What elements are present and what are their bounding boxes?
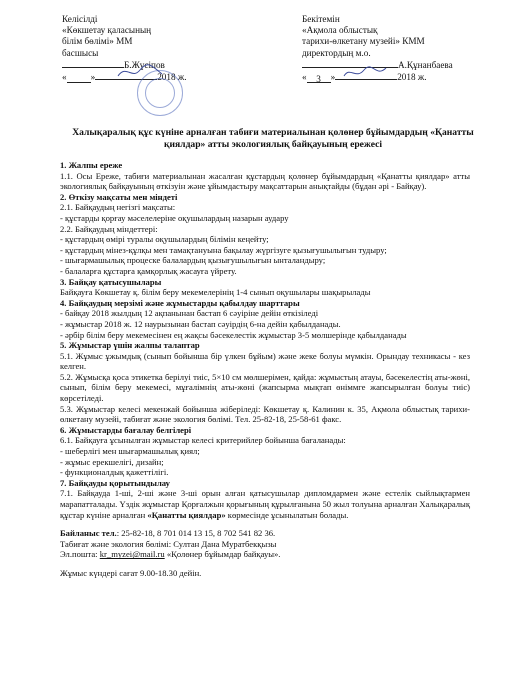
- approval-right: [302, 14, 507, 83]
- contact-phones: [60, 528, 470, 539]
- list-item: - жұмыстар 2018 ж. 12 наурызынан бастап сәуірдің 6-на дейін қабылданады.: [60, 318, 341, 329]
- section-heading: 5. Жұмыстар үшін жалпы талаптар: [60, 340, 200, 351]
- approval-right-org-1: «Ақмола облыстық: [302, 25, 378, 36]
- contact-label: Байланыс тел.: [60, 528, 117, 539]
- approval-right-signer: А.Құнанбаева: [398, 59, 453, 70]
- contact-value: : 25-82-18, 8 701 014 13 15, 8 702 541 82 36.: [116, 528, 276, 539]
- spacer: [60, 560, 470, 568]
- document-sections: [60, 160, 470, 488]
- list-item: Байқауға Көкшетау қ. білім беру мекемелерінің 1-4 сынып оқушылары шақырылады: [60, 287, 371, 298]
- document-title: Халықаралық құс күніне арналған табиғи материалынан қолөнер бұйымдардың «Қанатты қиялдар» атты экологиялық байқауының ережесі: [72, 127, 474, 150]
- email-prefix: Эл.пошта:: [60, 549, 100, 560]
- section-heading: 1. Жалпы ереже: [60, 160, 123, 170]
- approval-left-role: басшысы: [62, 47, 99, 58]
- section-heading: 4. Байқаудың мерзімі және жұмыстарды қабылдау шарттары: [60, 297, 300, 308]
- section-heading: 2. Өткізу мақсаты мен міндеті: [60, 191, 178, 202]
- section-heading: 6. Жұмыстарды бағалау белгілері: [60, 424, 192, 435]
- email-link[interactable]: kr_myzei@mail.ru: [99, 549, 165, 560]
- approval-right-signature-line: [302, 59, 507, 71]
- paragraph: 5.3. Жұмыстар келесі мекенжай бойынша жіберіледі: Көкшетау қ. Калинин к. 35, Ақмола облыстық тарихи-өлкетану музейі, табиғат және экология бөлімі. Тел. 25-82-18, 25-58-61 факс.: [60, 403, 470, 425]
- list-item: - құстардың мінез-құлқы мен тамақтануына бақылау жүргізуге қызығушылығын тудыру;: [60, 244, 387, 255]
- approval-right-org-2: тарихи-өлкетану музейі» КММ: [302, 36, 425, 47]
- approval-right-heading: Бекітемін: [302, 14, 340, 24]
- list-item: - шеберлігі мен шығармашылық қиял;: [60, 446, 200, 457]
- document-body: [60, 160, 470, 579]
- signature-scribble-right-icon: [342, 64, 388, 82]
- paragraph-7-1-part-a: 7.1. Байқауда 1-ші, 2-ші және 3-ші орын алған қатысушылар дипломдармен және естелік сыйлықтармен марапатталады. Үздік жұмыстар Қорғалжын қорығының құрылғанына 50 жыл толуына арналған Халықаралық құстар күніне арналған: [60, 488, 470, 520]
- list-item: - құстарды қорғау мәселелеріне оқушылардың назарын аудару: [60, 212, 289, 223]
- list-item: - байқау 2018 жылдың 12 ақпанынан бастап 6 сәуіріне дейін өткізіледі: [60, 308, 319, 319]
- signature-blank: [62, 59, 124, 68]
- approval-right-role: директордың м.о.: [302, 47, 371, 58]
- list-item: - құстардың өмірі туралы оқушылардың білімін кеңейту;: [60, 234, 269, 245]
- approval-left-date: « » 2018 ж.: [62, 72, 187, 83]
- paragraph: 5.2. Жұмысқа қоса этикетка берілуі тиіс, 5×10 см мөлшерімен, қайда: жұмыстың атауы, бәсекелестің аты-жөні, сынып, білім беру мекемесі, мұғалімнің аты-жөні (жапсырма мықтап өніммге жапсырылған болуы тиіс) көрсетіледі.: [60, 371, 470, 404]
- section-heading: 7. Байқауды қорытындылау: [60, 477, 170, 488]
- approval-right-date: « 3 » 2018 ж.: [302, 72, 427, 85]
- spacer: [60, 520, 470, 528]
- email-line: [60, 549, 470, 560]
- email-suffix: «Қолөнер бұйымдар байқауы».: [164, 549, 281, 560]
- exhibition-name: «Қанатты қиялдар»: [147, 509, 226, 520]
- list-item: - әрбір білім беру мекемесінен ең жақсы бәсекелестік жұмыстар 3-5 мөлшерінде қабылданады: [60, 329, 407, 340]
- approval-right-date-suffix: 2018 ж.: [397, 72, 427, 83]
- paragraph-7-1: [60, 488, 470, 520]
- list-item: - функционалдық қажеттілігі.: [60, 467, 169, 478]
- approval-left-heading: Келісілді: [62, 14, 98, 24]
- signature-scribble-left-icon: [116, 59, 166, 82]
- list-item: - жұмыс ерекшелігі, дизайн;: [60, 456, 164, 467]
- section-heading: 3. Байқау қатысушылары: [60, 276, 162, 287]
- list-item: 2.2. Байқаудың міндеттері:: [60, 223, 158, 234]
- list-item: 6.1. Байқауға ұсынылған жұмыстар келесі критерийлер бойынша бағаланады:: [60, 435, 346, 446]
- approval-left-org-2: білім бөлімі» ММ: [62, 36, 133, 47]
- approval-left-date-suffix: 2018 ж.: [157, 72, 187, 83]
- paragraph: 5.1. Жұмыс ұжымдық (сынып бойынша бір үлкен бұйым) және жеке болуы мүмкін. Орындау техникасы - кез келген.: [60, 350, 470, 372]
- department-line: Табиғат және экология бөлімі: Султан Дана Муратбекқызы: [60, 538, 277, 549]
- paragraph-7-1-part-c: көрмесінде ұсынылатын болады.: [225, 509, 349, 520]
- approval-right-date-day: 3: [307, 74, 331, 83]
- list-item: - шығармашылық процеске балалардың қызығушылығын ынталандыру;: [60, 255, 326, 266]
- approval-left-org-1: «Көкшетау қаласының: [62, 25, 152, 36]
- list-item: 2.1. Байқаудың негізгі мақсаты:: [60, 202, 176, 213]
- working-hours: Жұмыс күндері сағат 9.00-18.30 дейін.: [60, 567, 202, 578]
- date-day-blank: [67, 74, 91, 83]
- list-item: - балаларға құстарға қамқорлық жасауға үйрету.: [60, 265, 237, 276]
- approval-left-signer: Б.Жүсіпов: [124, 59, 165, 70]
- paragraph: 1.1. Осы Ереже, табиғи материалынан жасалған құстардың қолөнер бұйымдардың «Қанатты қиялдар» атты экологиялық байқауының өткізуін және ұйымдастыру мақсаттарын анықтайды (бұдан әрі - Байқау).: [60, 170, 470, 192]
